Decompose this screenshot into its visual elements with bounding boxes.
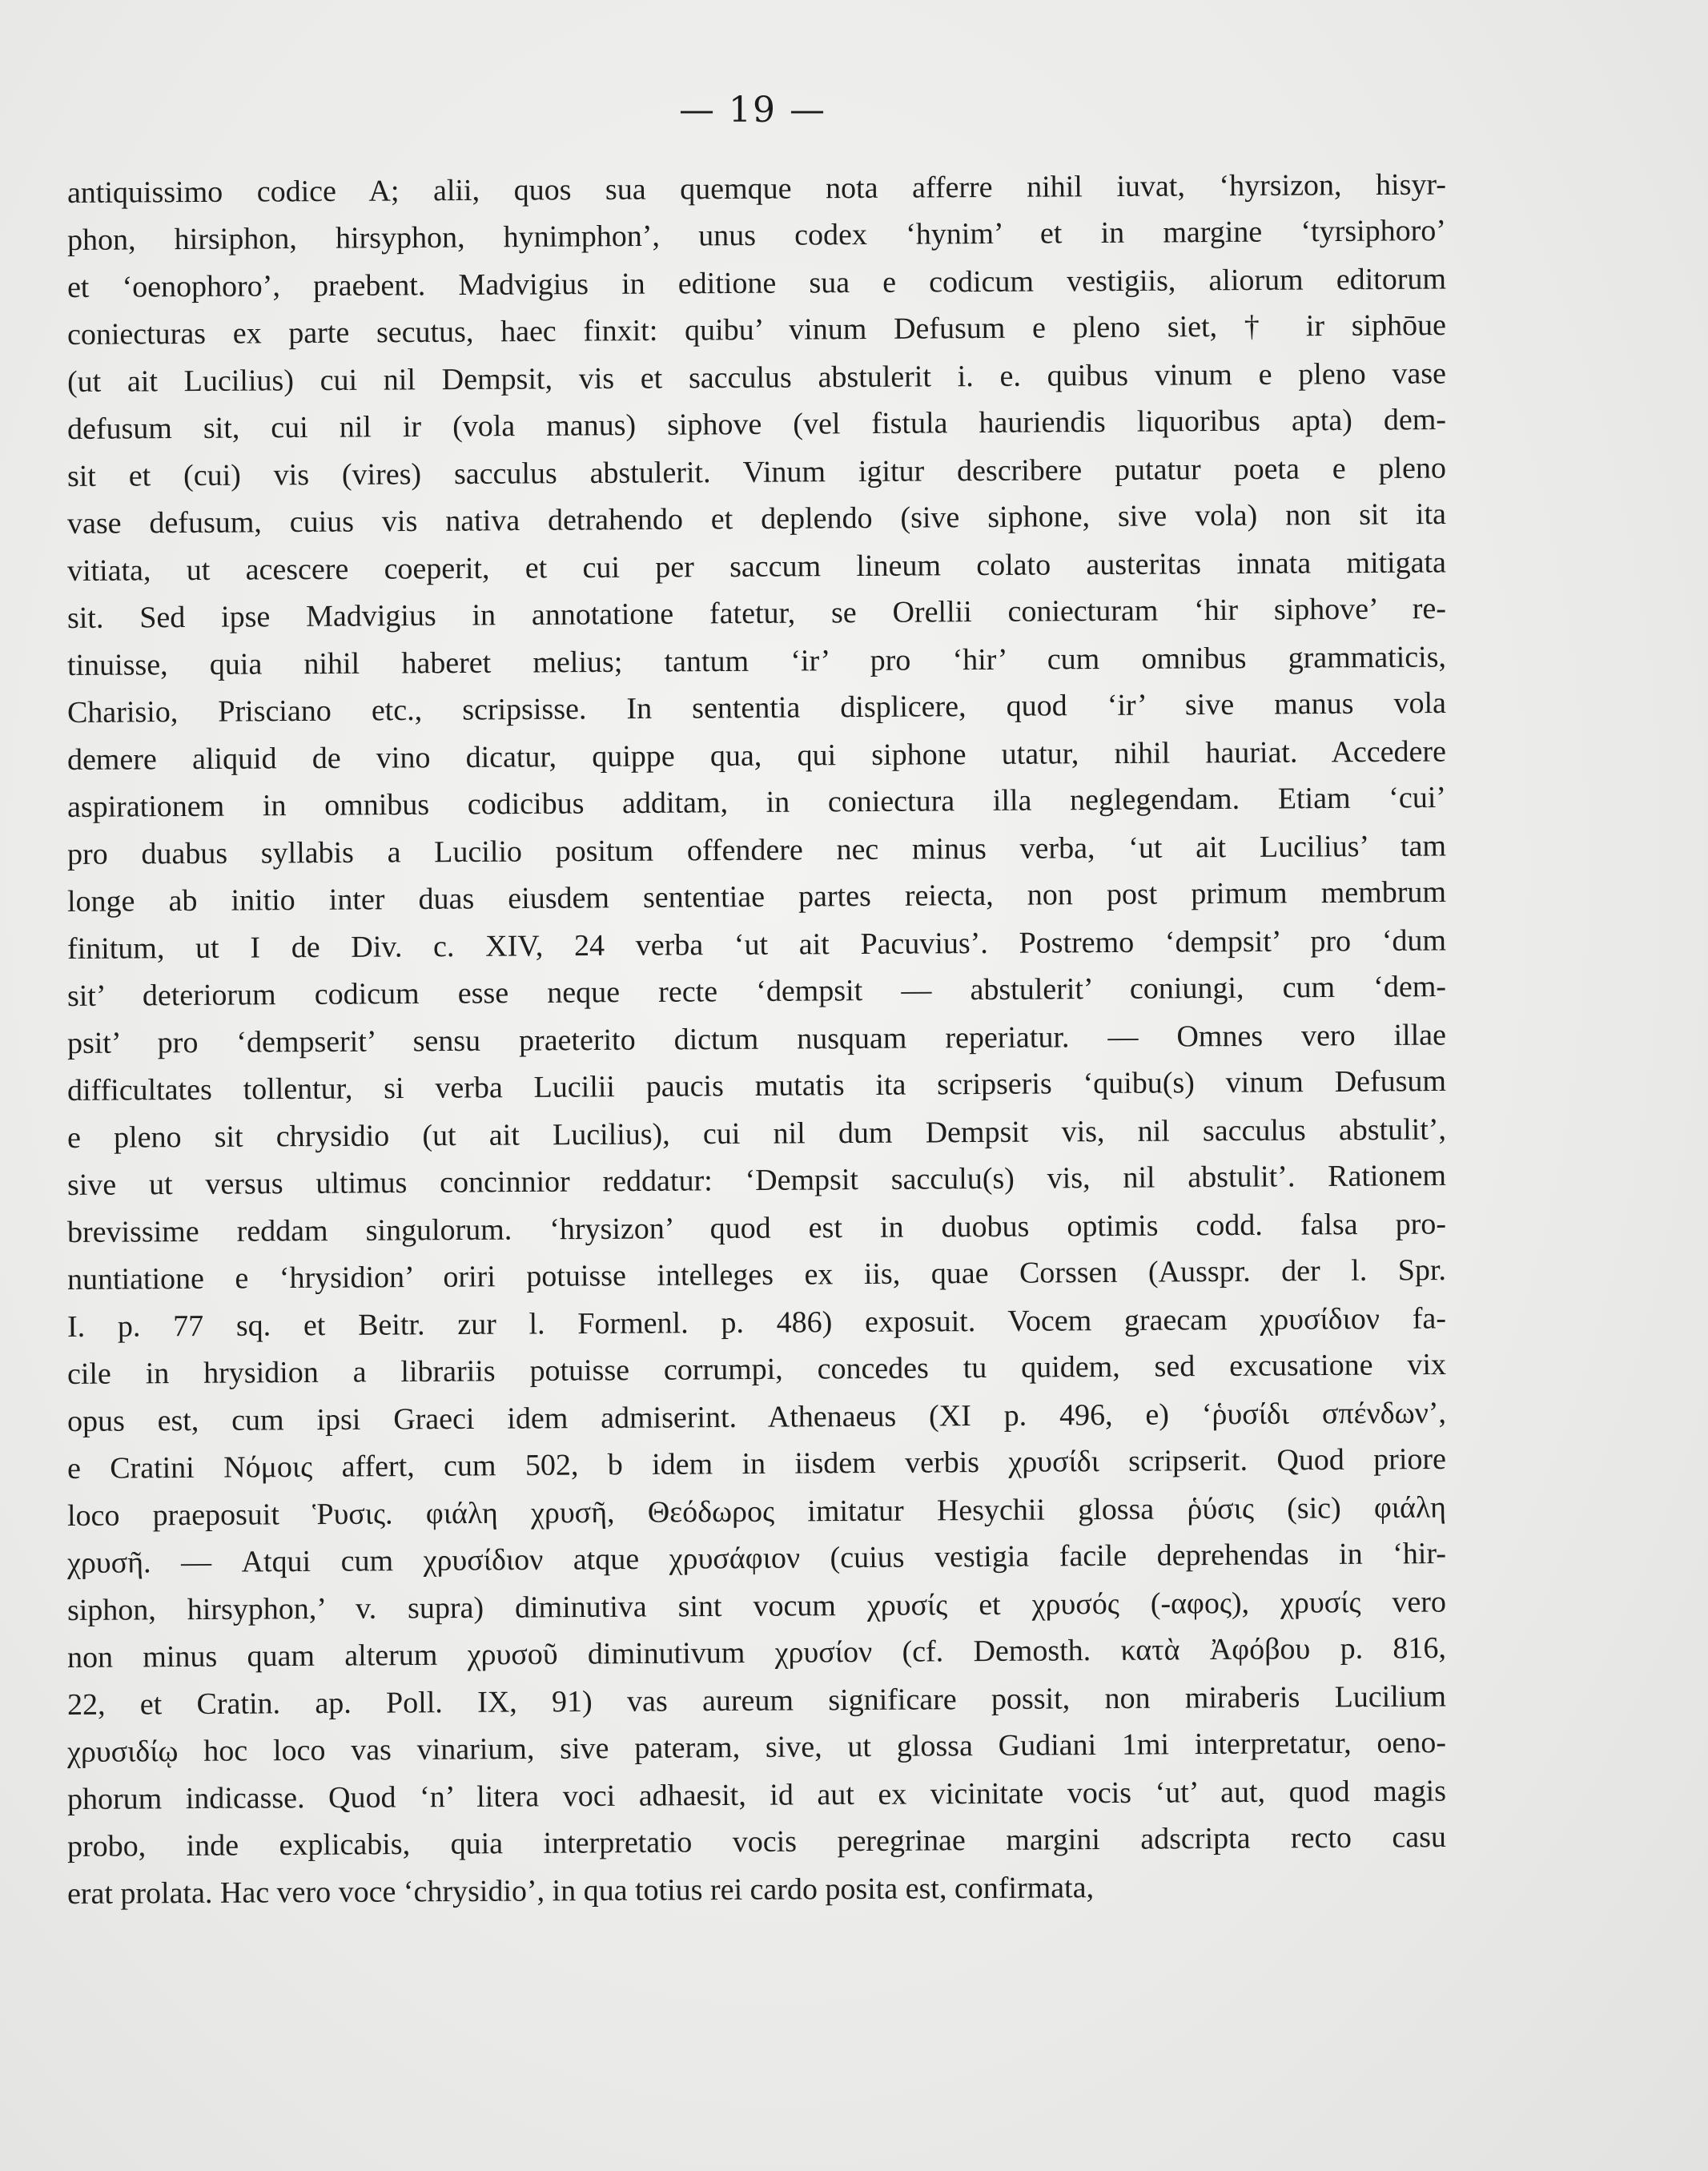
text-line: I. p. 77 sq. et Beitr. zur l. Formenl. p. 486) exposuit. Vocem graecam χρυσίδιον fa-	[66, 1301, 1447, 1344]
text-line: sit et (cui) vis (vires) sacculus abstulerit. Vinum igitur describere putatur poeta e pleno	[66, 451, 1447, 493]
text-line: difficultates tollentur, si verba Lucilii paucis mutatis ita scripseris ‘quibu(s) vinum Defusum	[66, 1063, 1447, 1108]
text-line: vitiata, ut acescere coeperit, et cui per saccum lineum colato austeritas innata mitigata	[66, 545, 1447, 588]
body-text	[66, 167, 1447, 1918]
page-number: — 19 —	[679, 90, 826, 131]
text-line: Charisio, Prisciano etc., scripsisse. In sententia displicere, quod ‘ir’ sive manus vola	[66, 685, 1447, 730]
text-line: et ‘oenophoro’, praebent. Madvigius in editione sua e codicum vestigiis, aliorum editorum	[66, 262, 1447, 304]
text-line: loco praeposuit Ῥυσις. φιάλη χρυσῆ, Θεόδωρος imitatur Hesychii glossa ῥύσις (sic) φιάλη	[66, 1490, 1447, 1533]
text-line: finitum, ut I de Div. c. XIV, 24 verba ‘ut ait Pacuvius’. Postremo ‘dempsit’ pro ‘dum	[66, 923, 1447, 966]
text-line: phorum indicasse. Quod ‘n’ litera voci adhaesit, id aut ex vicinitate vocis ‘ut’ aut, quod magis	[66, 1774, 1447, 1816]
text-line: e pleno sit chrysidio (ut ait Lucilius), cui nil dum Dempsit vis, nil sacculus abstulit’,	[66, 1112, 1447, 1155]
text-line: coniecturas ex parte secutus, haec finxit: quibu’ vinum Defusum e pleno siet, † ir siphōue	[66, 308, 1447, 352]
text-line: brevissime reddam singulorum. ‘hrysizon’ quod est in duobus optimis codd. falsa pro-	[66, 1207, 1447, 1249]
text-line: aspirationem in omnibus codicibus additam, in coniectura illa neglegendam. Etiam ‘cui’	[66, 780, 1447, 824]
text-line: opus est, cum ipsi Graeci idem admiserint. Athenaeus (XI p. 496, e) ‘ῥυσίδι σπένδων’,	[66, 1396, 1447, 1438]
text-line: χρυσῆ. — Atqui cum χρυσίδιον atque χρυσάφιον (cuius vestigia facile deprehendas in ‘hir-	[66, 1536, 1447, 1580]
text-line: defusum sit, cui nil ir (vola manus) siphove (vel fistula hauriendis liquoribus apta) dem-	[66, 402, 1447, 446]
text-line: cile in hrysidion a librariis potuisse corrumpi, concedes tu quidem, sed excusatione vix	[66, 1347, 1447, 1391]
text-line: probo, inde explicabis, quia interpretatio vocis peregrinae margini adscripta recto casu	[66, 1819, 1447, 1863]
text-line: 22, et Cratin. ap. Poll. IX, 91) vas aureum significare possit, non miraberis Lucilium	[66, 1679, 1447, 1722]
text-line: erat prolata. Hac vero voce ‘chrysidio’, in qua totius rei cardo posita est, confirmata,	[66, 1871, 1095, 1911]
text-line: χρυσιδίῳ hoc loco vas vinarium, sive pateram, sive, ut glossa Gudiani 1mi interpretatur, oeno-	[66, 1725, 1447, 1769]
text-line: nuntiatione e ‘hrysidion’ oriri potuisse intelleges ex iis, quae Corssen (Ausspr. der l. Spr.	[66, 1252, 1447, 1297]
text-line: longe ab initio inter duas eiusdem sententiae partes reiecta, non post primum membrum	[66, 874, 1447, 919]
text-line: non minus quam alterum χρυσοῦ diminutivum χρυσίον (cf. Demosth. κατὰ Ἀφόβου p. 816,	[66, 1630, 1447, 1674]
text-line: sit. Sed ipse Madvigius in annotatione fatetur, se Orellii coniecturam ‘hir siphove’ re-	[66, 591, 1447, 635]
text-line: demere aliquid de vino dicatur, quippe qua, qui siphone utatur, nihil hauriat. Accedere	[66, 734, 1447, 777]
text-line: vase defusum, cuius vis nativa detrahendo et deplendo (sive siphone, sive vola) non sit ita	[66, 497, 1447, 541]
text-line: psit’ pro ‘dempserit’ sensu praeterito dictum nusquam reperiatur. — Omnes vero illae	[66, 1018, 1447, 1060]
text-line: pro duabus syllabis a Lucilio positum offendere nec minus verba, ‘ut ait Lucilius’ tam	[66, 829, 1447, 871]
text-line: phon, hirsiphon, hirsyphon, hynimphon’, unus codex ‘hynim’ et in margine ‘tyrsiphoro’	[66, 213, 1447, 257]
text-line: (ut ait Lucilius) cui nil Dempsit, vis et sacculus abstulerit i. e. quibus vinum e pleno vase	[66, 356, 1447, 399]
text-line: siphon, hirsyphon,’ v. supra) diminutiva sint vocum χρυσίς et χρυσός (-αφος), χρυσίς vero	[66, 1585, 1447, 1627]
text-line: e Cratini Νόμοις affert, cum 502, b idem in iisdem verbis χρυσίδι scripserit. Quod priore	[66, 1441, 1447, 1486]
text-line: tinuisse, quia nihil haberet melius; tantum ‘ir’ pro ‘hir’ cum omnibus grammaticis,	[66, 640, 1447, 682]
text-line: sit’ deteriorum codicum esse neque recte ‘dempsit — abstulerit’ coniungi, cum ‘dem-	[66, 969, 1447, 1013]
text-line: antiquissimo codice A; alii, quos sua quemque nota afferre nihil iuvat, ‘hyrsizon, hisyr-	[66, 167, 1447, 210]
text-line: sive ut versus ultimus concinnior reddatur: ‘Dempsit sacculu(s) vis, nil abstulit’. Rationem	[66, 1158, 1447, 1202]
